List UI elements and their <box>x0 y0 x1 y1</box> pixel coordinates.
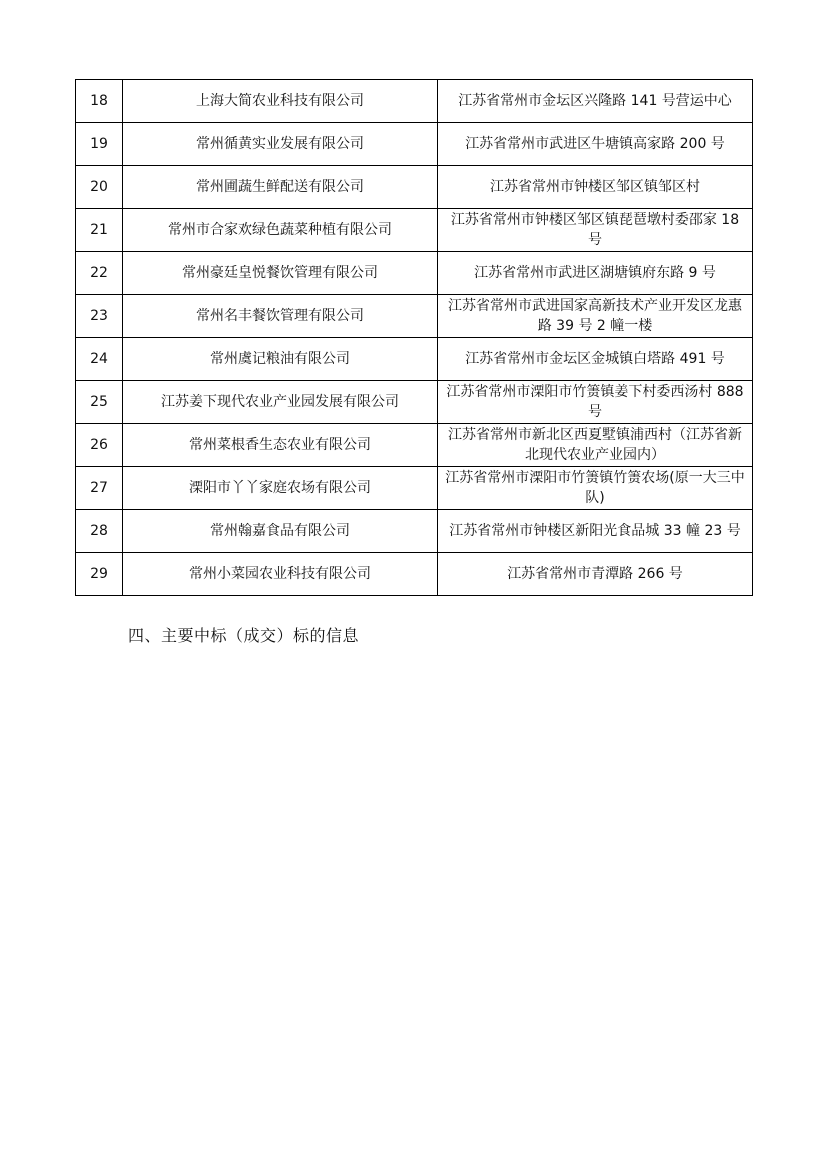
supplier-address: 江苏省常州市钟楼区新阳光食品城 33 幢 23 号 <box>438 510 753 553</box>
supplier-address: 江苏省常州市溧阳市竹箦镇姜下村委西汤村 888 号 <box>438 381 753 424</box>
row-number: 27 <box>76 467 123 510</box>
supplier-name: 常州小菜园农业科技有限公司 <box>123 553 438 596</box>
supplier-name: 溧阳市丫丫家庭农场有限公司 <box>123 467 438 510</box>
row-number: 21 <box>76 209 123 252</box>
row-number: 23 <box>76 295 123 338</box>
supplier-name: 常州名丰餐饮管理有限公司 <box>123 295 438 338</box>
section-heading: 四、主要中标（成交）标的信息 <box>128 626 360 645</box>
supplier-name: 江苏姜下现代农业产业园发展有限公司 <box>123 381 438 424</box>
table-row <box>76 553 753 596</box>
row-number: 25 <box>76 381 123 424</box>
supplier-address: 江苏省常州市青潭路 266 号 <box>438 553 753 596</box>
supplier-name: 常州菜根香生态农业有限公司 <box>123 424 438 467</box>
table-row <box>76 295 753 338</box>
row-number: 22 <box>76 252 123 295</box>
supplier-address: 江苏省常州市钟楼区邹区镇邹区村 <box>438 166 753 209</box>
row-number: 28 <box>76 510 123 553</box>
supplier-address: 江苏省常州市武进国家高新技术产业开发区龙惠路 39 号 2 幢一楼 <box>438 295 753 338</box>
row-number: 29 <box>76 553 123 596</box>
table-row <box>76 510 753 553</box>
supplier-name: 常州市合家欢绿色蔬菜种植有限公司 <box>123 209 438 252</box>
row-number: 24 <box>76 338 123 381</box>
table-row <box>76 166 753 209</box>
row-number: 20 <box>76 166 123 209</box>
table-row <box>76 424 753 467</box>
supplier-address: 江苏省常州市武进区牛塘镇高家路 200 号 <box>438 123 753 166</box>
supplier-name: 上海大简农业科技有限公司 <box>123 80 438 123</box>
supplier-address: 江苏省常州市金坛区兴隆路 141 号营运中心 <box>438 80 753 123</box>
supplier-address: 江苏省常州市钟楼区邹区镇琵琶墩村委邵家 18 号 <box>438 209 753 252</box>
supplier-name: 常州循黄实业发展有限公司 <box>123 123 438 166</box>
table-row <box>76 209 753 252</box>
supplier-table <box>75 79 753 596</box>
table-row <box>76 80 753 123</box>
supplier-address: 江苏省常州市溧阳市竹箦镇竹箦农场(原一大三中队) <box>438 467 753 510</box>
table-row <box>76 252 753 295</box>
table-row <box>76 467 753 510</box>
row-number: 19 <box>76 123 123 166</box>
table-row <box>76 123 753 166</box>
supplier-table-body <box>76 80 753 596</box>
row-number: 26 <box>76 424 123 467</box>
supplier-name: 常州豪廷皇悦餐饮管理有限公司 <box>123 252 438 295</box>
supplier-address: 江苏省常州市武进区湖塘镇府东路 9 号 <box>438 252 753 295</box>
supplier-name: 常州翰嘉食品有限公司 <box>123 510 438 553</box>
supplier-name: 常州虞记粮油有限公司 <box>123 338 438 381</box>
table-row <box>76 338 753 381</box>
supplier-address: 江苏省常州市新北区西夏墅镇浦西村（江苏省新北现代农业产业园内） <box>438 424 753 467</box>
row-number: 18 <box>76 80 123 123</box>
supplier-name: 常州圃蔬生鲜配送有限公司 <box>123 166 438 209</box>
supplier-address: 江苏省常州市金坛区金城镇白塔路 491 号 <box>438 338 753 381</box>
table-row <box>76 381 753 424</box>
